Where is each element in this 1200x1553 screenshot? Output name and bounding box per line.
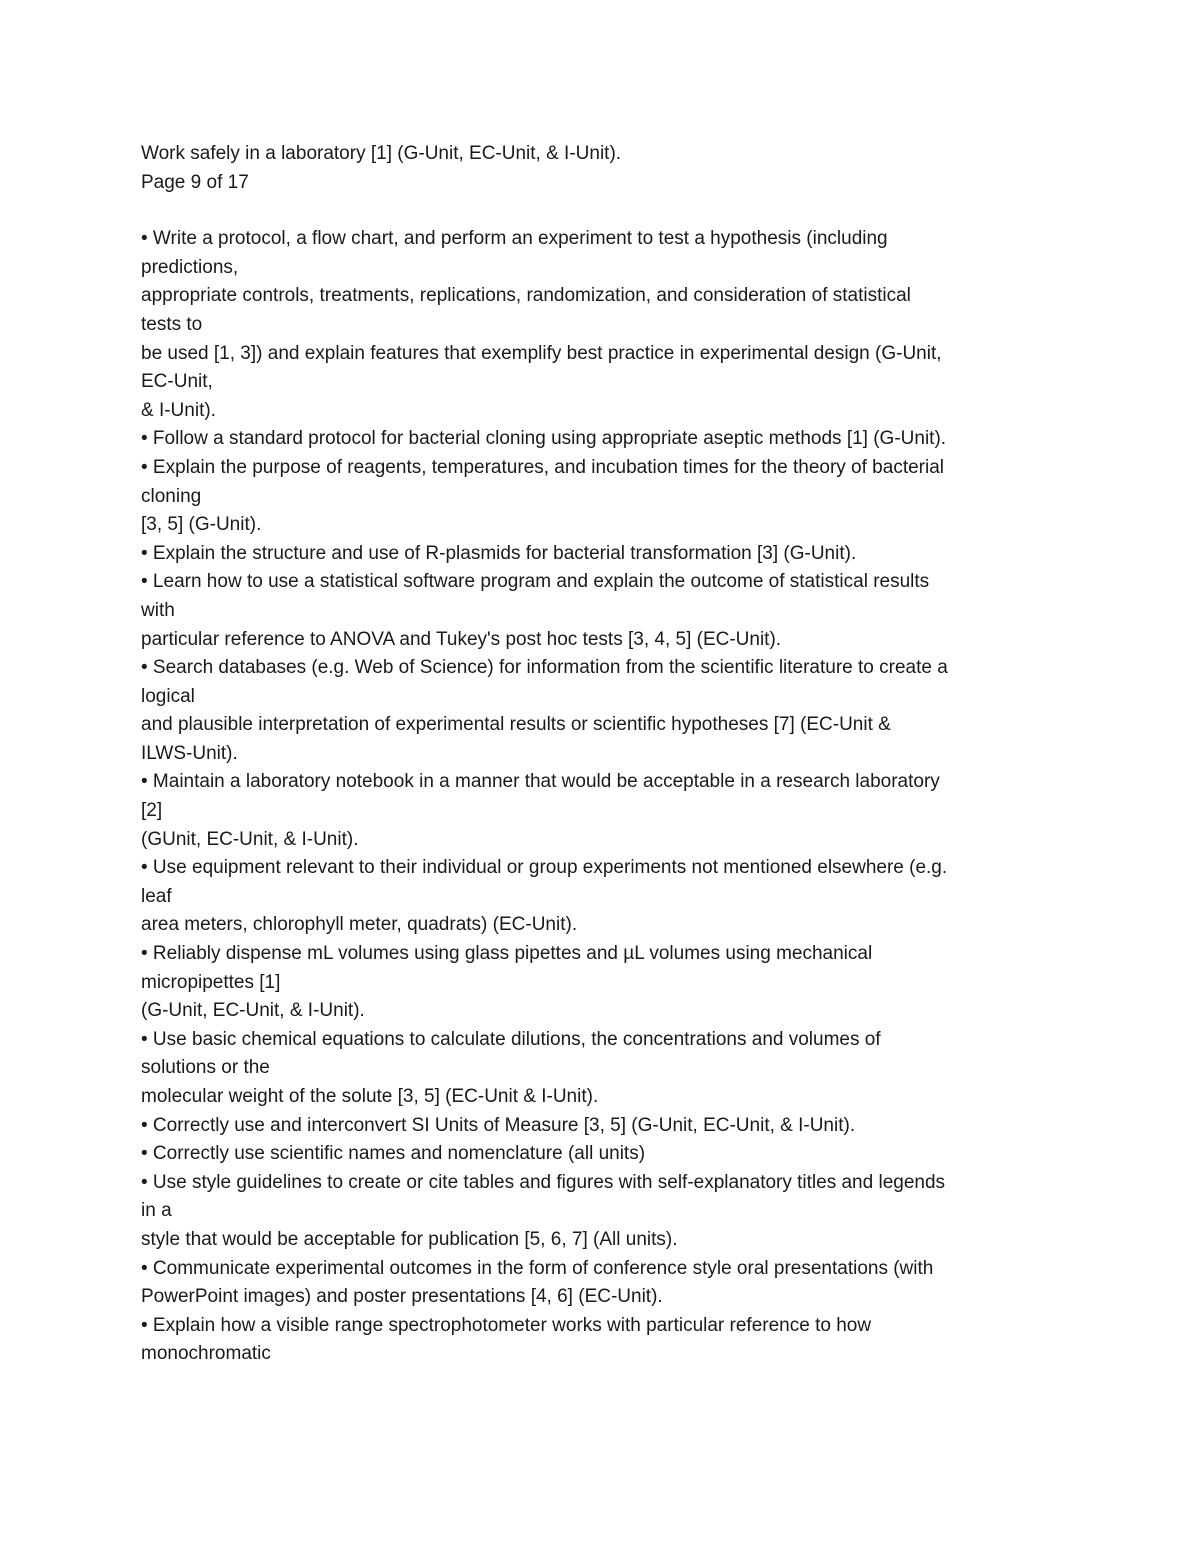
text-line: cloning [141, 485, 202, 507]
document-text [141, 140, 1081, 1369]
text-line: molecular weight of the solute [3, 5] (EC-Unit & I-Unit). [141, 1086, 599, 1107]
text-line: • Communicate experimental outcomes in the form of conference style oral presentations (with [141, 1257, 934, 1279]
text-line: • Explain the structure and use of R-plasmids for bacterial transformation [3] (G-Unit). [141, 542, 857, 564]
text-line: tests to [141, 313, 203, 335]
text-line: • Follow a standard protocol for bacterial cloning using appropriate aseptic methods [1] (G-Unit). [141, 428, 947, 450]
text-line: • Correctly use and interconvert SI Units of Measure [3, 5] (G-Unit, EC-Unit, & I-Unit). [141, 1114, 856, 1136]
text-line: • Use basic chemical equations to calculate dilutions, the concentrations and volumes of [141, 1028, 881, 1050]
text-line: • Maintain a laboratory notebook in a manner that would be acceptable in a research laboratory [141, 771, 940, 793]
text-line: (G-Unit, EC-Unit, & I-Unit). [141, 1000, 365, 1022]
text-line: with [141, 599, 175, 621]
text-line: [3, 5] (G-Unit). [141, 514, 262, 536]
text-line: area meters, chlorophyll meter, quadrats) (EC-Unit). [141, 914, 578, 936]
text-line: • Write a protocol, a flow chart, and perform an experiment to test a hypothesis (including [141, 228, 888, 250]
outcomes-list [141, 225, 1081, 1369]
text-line: • Search databases (e.g. Web of Science) for information from the scientific literature to create a [141, 657, 948, 679]
text-line: logical [141, 685, 195, 707]
text-line: solutions or the [141, 1057, 270, 1079]
paragraph-gap [141, 197, 1081, 225]
text-line: & I-Unit). [141, 399, 216, 421]
text-line: • Use equipment relevant to their individual or group experiments not mentioned elsewhere (e.g. [141, 857, 948, 879]
text-line: • Explain how a visible range spectrophotometer works with particular reference to how [141, 1314, 872, 1336]
page-number-line: Page 9 of 17 [141, 171, 249, 193]
text-line: monochromatic [141, 1343, 271, 1365]
text-line: • Reliably dispense mL volumes using glass pipettes and µL volumes using mechanical [141, 943, 873, 965]
text-line: • Explain the purpose of reagents, temperatures, and incubation times for the theory of bacterial [141, 456, 945, 478]
text-line: leaf [141, 885, 172, 907]
text-line: and plausible interpretation of experimental results or scientific hypotheses [7] (EC-Unit & [141, 714, 891, 736]
text-line: be used [1, 3]) and explain features that exemplify best practice in experimental design (G-Unit, [141, 342, 942, 364]
text-line: micropipettes [1] [141, 971, 281, 993]
text-line: • Learn how to use a statistical software program and explain the outcome of statistical results [141, 571, 930, 593]
doc-header-line: Work safely in a laboratory [1] (G-Unit, EC-Unit, & I-Unit). [141, 143, 622, 164]
text-line: • Use style guidelines to create or cite tables and figures with self-explanatory titles and legends [141, 1171, 946, 1193]
text-line: PowerPoint images) and poster presentations [4, 6] (EC-Unit). [141, 1286, 663, 1308]
text-line: • Correctly use scientific names and nomenclature (all units) [141, 1143, 646, 1165]
text-line: in a [141, 1200, 172, 1222]
text-line: (GUnit, EC-Unit, & I-Unit). [141, 828, 359, 850]
text-line: particular reference to ANOVA and Tukey's post hoc tests [3, 4, 5] (EC-Unit). [141, 628, 782, 650]
text-line: EC-Unit, [141, 371, 213, 393]
text-line: ILWS-Unit). [141, 742, 238, 764]
text-line: style that would be acceptable for publication [5, 6, 7] (All units). [141, 1228, 678, 1250]
text-line: appropriate controls, treatments, replications, randomization, and consideration of statistical [141, 285, 911, 307]
text-line: [2] [141, 800, 163, 822]
text-line: predictions, [141, 256, 239, 278]
